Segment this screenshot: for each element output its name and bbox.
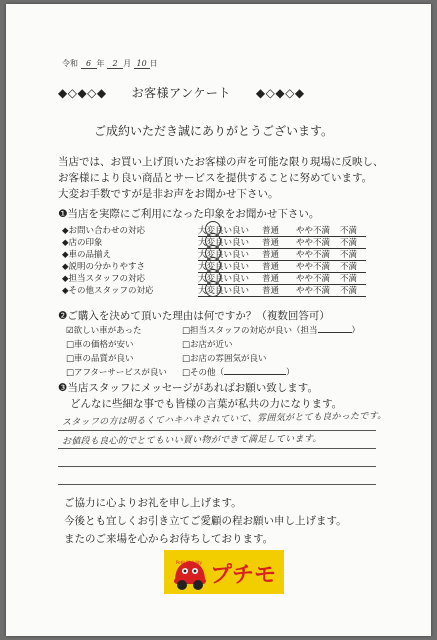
closing-paragraph <box>64 494 347 548</box>
closing-line: ご協力に心よりお礼を申し上げます。 <box>64 497 242 509</box>
rating-option[interactable]: 良い <box>232 272 262 285</box>
reason-close: ） <box>351 326 361 336</box>
intro-line: 当店では、お買い上げ頂いたお客様の声を可能な限り現場に反映し、 <box>58 156 384 168</box>
rating-option[interactable]: 大変良い <box>198 250 233 260</box>
impression-item-label: ◆店の印象 <box>62 238 103 248</box>
reason-checkbox[interactable]: ☑欲しい車があった <box>66 326 142 336</box>
selected-circle-mark <box>205 281 221 297</box>
handwritten-message-1: スタッフの方は明るくてハキハキされていて、雰囲気がとても良かったです。 <box>61 411 387 428</box>
intro-line: 大変お手数ですが是非お声をお聞かせ下さい。 <box>58 188 279 200</box>
date-day: 10 <box>134 59 150 69</box>
message-line <box>58 448 376 449</box>
reason-checkbox[interactable]: □お店の雰囲気が良い <box>182 354 267 364</box>
impression-item-label: ◆担当スタッフの対応 <box>62 274 146 284</box>
rating-option[interactable]: 不満 <box>340 224 366 237</box>
message-line <box>58 466 376 467</box>
rating-option[interactable]: 良い <box>232 248 262 261</box>
reason-close: ） <box>286 368 295 378</box>
closing-line: 今後とも宜しくお引き立てご愛顧の程お願い申し上げます。 <box>64 515 347 527</box>
logo-name: プチモ <box>210 563 277 588</box>
survey-sheet <box>6 4 431 636</box>
reason-checkbox[interactable]: □担当スタッフの対応が良い（担当 <box>182 326 318 336</box>
rating-option[interactable]: 良い <box>232 260 262 273</box>
impression-item-label: ◆説明の分かりやすさ <box>62 262 146 272</box>
rating-option[interactable]: 良い <box>232 224 262 237</box>
section1-heading: ❶当店を実際にご利用になった印象をお聞かせ下さい。 <box>58 208 320 220</box>
rating-option[interactable]: やや不満 <box>296 248 340 261</box>
impression-item-label: ◆車の品揃え <box>62 250 112 260</box>
impression-item-label: ◆お問い合わせの対応 <box>62 226 146 236</box>
rating-option[interactable]: 大変良い <box>198 226 233 236</box>
date-day-unit: 日 <box>149 59 158 68</box>
rating-option[interactable]: 普通 <box>262 284 296 297</box>
reason-row <box>182 324 360 338</box>
date-year-unit: 年 <box>96 59 105 68</box>
handwritten-message-2: お値段も良心的でとてもいい買い物ができて満足しています。 <box>61 434 322 447</box>
closing-line: またのご来場を心からお待ちしております。 <box>64 533 274 545</box>
logo-tagline: Petit Mobility <box>176 560 202 565</box>
rating-option[interactable]: やや不満 <box>296 224 340 237</box>
section2-heading: ❷ご購入を決めて頂いた理由は何ですか？（複数回答可） <box>58 310 330 322</box>
rating-option[interactable]: 不満 <box>340 284 366 297</box>
impression-item-label: ◆その他スタッフの対応 <box>62 286 154 296</box>
rating-option[interactable]: 大変良い <box>198 238 233 248</box>
rating-option[interactable]: 普通 <box>262 272 296 285</box>
rating-option[interactable]: やや不満 <box>296 284 340 297</box>
thanks-message: ご成約いただき誠にありがとうございます。 <box>94 124 334 138</box>
car-mascot-icon <box>170 553 210 593</box>
rating-option[interactable]: 大変良い <box>198 262 233 272</box>
reason-checkbox[interactable]: □お店が近い <box>182 340 233 350</box>
reason-checkbox[interactable]: □車の価格が安い <box>66 340 134 350</box>
rating-option[interactable]: 普通 <box>262 236 296 249</box>
rating-option[interactable]: 大変良い <box>198 274 233 284</box>
message-line <box>58 430 376 431</box>
rating-option[interactable]: 普通 <box>262 224 296 237</box>
petimo-logo <box>164 550 284 594</box>
impression-rating-row <box>198 284 366 297</box>
staff-name-field[interactable] <box>318 332 352 333</box>
section3-subheading: どんなに些細な事でも皆様の言葉が私共の力になります。 <box>70 398 343 410</box>
date-month: 2 <box>107 59 123 69</box>
page-title: ◆◇◆◇◆ お客様アンケート ◆◇◆◇◆ <box>58 86 305 100</box>
rating-option[interactable]: 良い <box>232 284 262 297</box>
rating-option[interactable]: やや不満 <box>296 260 340 273</box>
rating-option[interactable]: やや不満 <box>296 236 340 249</box>
reasons-right <box>182 324 360 380</box>
reason-checkbox[interactable]: □アフターサービスが良い <box>66 368 167 378</box>
intro-line: お客様により良い商品とサービスを提供することに努めています。 <box>58 172 373 184</box>
intro-paragraph <box>58 154 384 202</box>
date-year: 6 <box>81 59 97 69</box>
rating-option[interactable]: 不満 <box>340 272 366 285</box>
date-month-unit: 月 <box>123 59 132 68</box>
rating-option[interactable]: 不満 <box>340 236 366 249</box>
section3-heading: ❸当店スタッフにメッセージがあればお願い致します。 <box>58 382 318 394</box>
date-era: 令和 <box>62 59 78 68</box>
rating-option[interactable]: やや不満 <box>296 272 340 285</box>
rating-option[interactable]: 大変良い <box>198 286 233 296</box>
rating-option[interactable]: 不満 <box>340 248 366 261</box>
message-line <box>58 484 376 485</box>
rating-option[interactable]: 不満 <box>340 260 366 273</box>
reason-checkbox[interactable]: □車の品質が良い <box>66 354 134 364</box>
reasons-left <box>66 324 167 380</box>
reason-row <box>182 366 360 380</box>
rating-option[interactable]: 良い <box>232 236 262 249</box>
date-line <box>62 58 158 69</box>
rating-option[interactable]: 普通 <box>262 260 296 273</box>
other-reason-field[interactable] <box>224 374 286 375</box>
reason-checkbox[interactable]: □その他（ <box>182 368 225 378</box>
rating-option[interactable]: 普通 <box>262 248 296 261</box>
